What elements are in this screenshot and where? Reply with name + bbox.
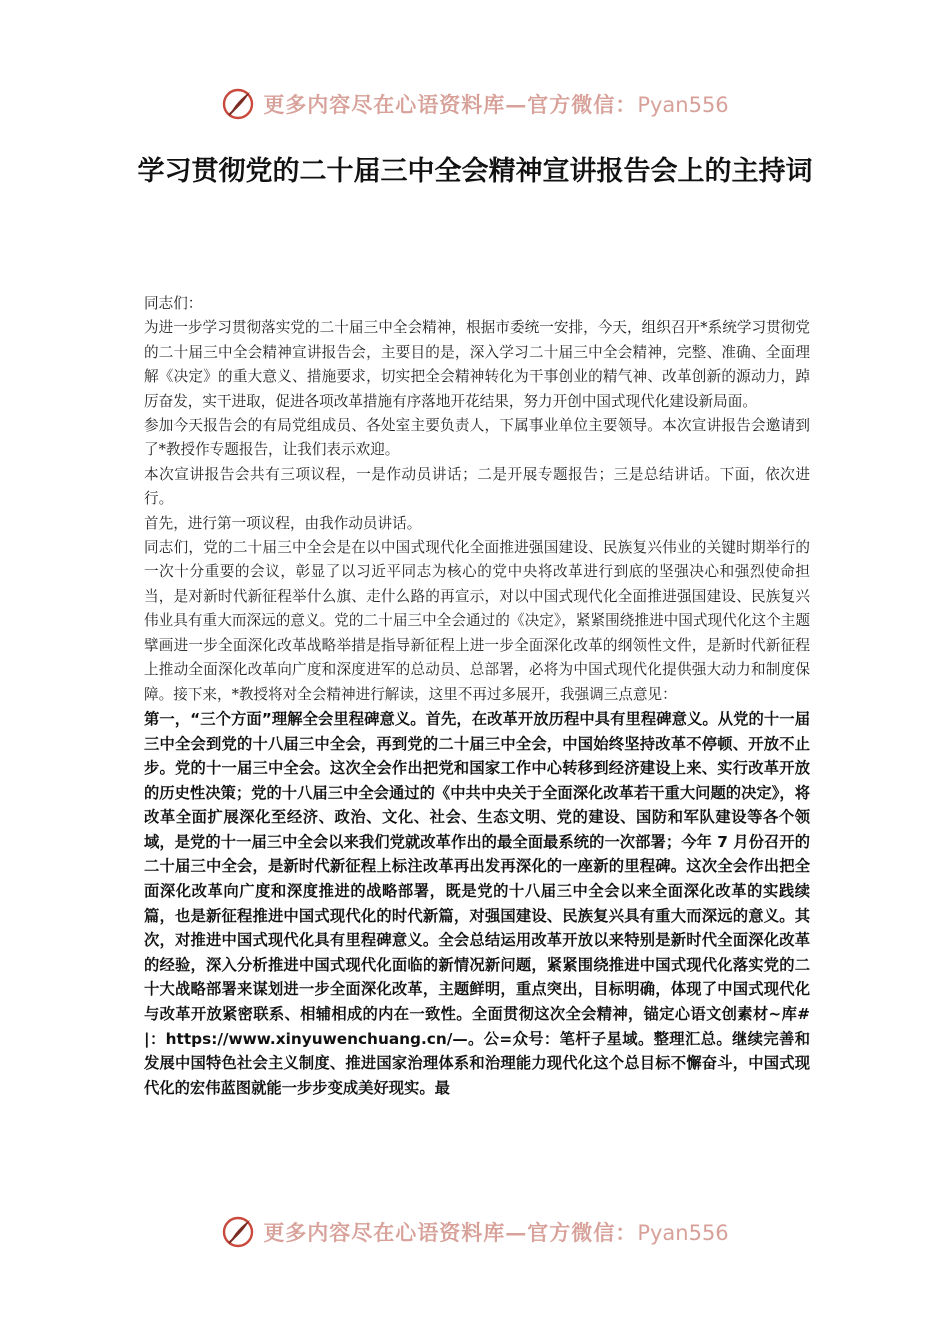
- paragraph-agenda: 本次宣讲报告会共有三项议程，一是作动员讲话；二是开展专题报告；三是总结讲话。下面，依次进行。: [144, 465, 810, 508]
- watermark-text: 更多内容尽在心语资料库—官方微信：Pyan556: [263, 92, 729, 117]
- watermark-text: 更多内容尽在心语资料库—官方微信：Pyan556: [263, 1220, 729, 1245]
- salutation: 同志们：: [144, 295, 203, 312]
- watermark-header: [0, 84, 950, 124]
- document-title: 学习贯彻党的二十届三中全会精神宣讲报告会上的主持词: [137, 156, 813, 187]
- quill-pen-logo-icon: [221, 1215, 255, 1249]
- paragraph-first-item: 首先，进行第一项议程，由我作动员讲话。: [144, 514, 422, 532]
- quill-pen-logo-icon: [221, 87, 255, 121]
- paragraph-attendees: 参加今天报告会的有局党组成员、各处室主要负责人，下属事业单位主要领导。本次宣讲报告会邀请到了*教授作专题报告，让我们表示欢迎。: [144, 417, 810, 459]
- paragraph-point-one: 第一，“三个方面”理解全会里程碑意义。首先，在改革开放历程中具有里程碑意义。从党的十一届三中全会到党的十八届三中全会，再到党的二十届三中全会，中国始终坚持改革不停顿、开放不止步。党的十一届三中全会。这次全会作出把党和国家工作中心转移到经济建设上来、实行改革开放的历史性决策；党的十八届三中全会通过的《中共中央关于全面深化改革若干重大问题的决定》，将改革全面扩展深化至经济、政治、文化、社会、生态文明、党的建设、国防和军队建设等各个领域，是党的十一届三中全会以来我们党就改革作出的最全面最系统的一次部署；今年 7 月份召开的二十届三中全会，是新时代新征程上标注改革再出发再深化的一座新的里程碑。这次全会作出把全面深化改革向广度和深度推进的战略部署，既是党的十八届三中全会以来全面深化改革的实践续篇，也是新征程推进中国式现代化的时代新篇，对强国建设、民族复兴具有重大而深远的意义。其次，对推进中国式现代化具有里程碑意义。全会总结运用改革开放以来特别是新时代全面深化改革的经验，深入分析推进中国式现代化面临的新情况新问题，紧紧围绕推进中国式现代化落实党的二十大战略部署来谋划进一步全面深化改革，主题鲜明，重点突出，目标明确，体现了中国式现代化与改革开放紧密联系、相辅相成的内在一致性。全面贯彻这次全会精神，锚定心语文创素材~库#|：https://www.xinyuwenchuang.cn/—。公=众号：笔杆子星域。整理汇总。继续完善和发展中国特色社会主义制度、推进国家治理体系和治理能力现代化这个总目标不懈奋斗，中国式现代化的宏伟蓝图就能一步步变成美好现实。最: [144, 709, 810, 1097]
- paragraph-mobilization-speech: 同志们，党的二十届三中全会是在以中国式现代化全面推进强国建设、民族复兴伟业的关键时期举行的一次十分重要的会议，彰显了以习近平同志为核心的党中央将改革进行到底的坚强决心和强烈使命担当，是对新时代新征程举什么旗、走什么路的再宣示，对以中国式现代化全面推进强国建设、民族复兴伟业具有重大而深远的意义。党的二十届三中全会通过的《决定》，紧紧围绕推进中国式现代化这个主题擘画进一步全面深化改革战略举措是指导新征程上进一步全面深化改革的纲领性文件，是新时代新征程上推动全面深化改革向广度和深度进军的总动员、总部署，必将为中国式现代化提供强大动力和制度保障。接下来，*教授将对全会精神进行解读，这里不再过多展开，我强调三点意见：: [144, 539, 810, 703]
- paragraph-purpose: 为进一步学习贯彻落实党的二十届三中全会精神，根据市委统一安排，今天，组织召开*系统学习贯彻党的二十届三中全会精神宣讲报告会，主要目的是，深入学习二十届三中全会精神，完整、准确、全面理解《决定》的重大意义、措施要求，切实把全会精神转化为干事创业的精气神、改革创新的源动力，踔厉奋发，实干进取，促进各项改革措施有序落地开花结果，努力开创中国式现代化建设新局面。: [144, 319, 810, 410]
- watermark-footer: [0, 1212, 950, 1252]
- document-body: [144, 292, 810, 1100]
